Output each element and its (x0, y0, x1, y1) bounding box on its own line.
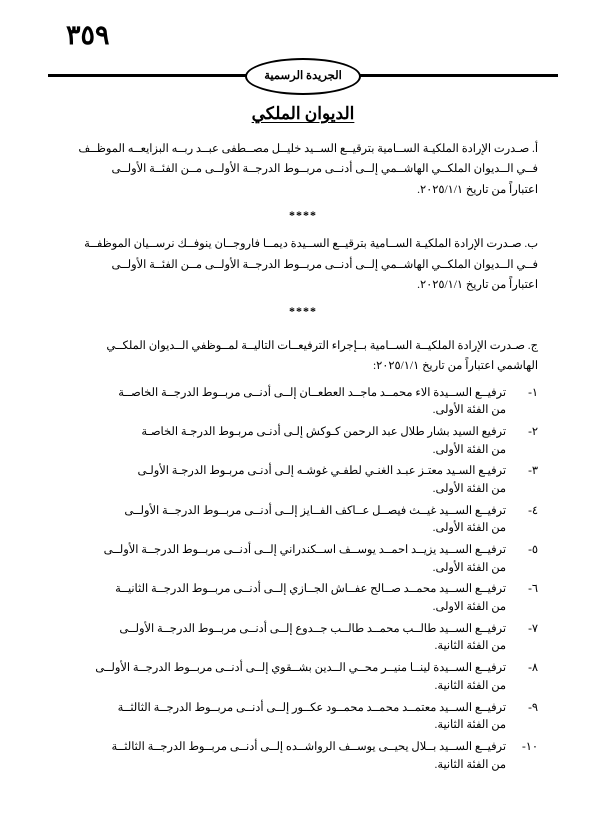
list-item-line-2: من الفئة الأولى. (432, 561, 506, 574)
list-item-number: ٥- (528, 544, 538, 557)
list-item-number: ٨- (528, 662, 538, 675)
list-item-line-1: ترفيــع الســيدة لينــا منيــر محــي الــدين بشــقوي إلــى أدنــى مربــوط الدرجــة الأولــى (95, 662, 506, 675)
list-item-text (68, 503, 506, 538)
list-item-number: ٦- (528, 583, 538, 596)
list-item-number: ٣- (528, 465, 538, 478)
list-item-number: ٢- (528, 426, 538, 439)
list-item-line-2: من الفئة الأولى. (432, 483, 506, 496)
list-item-number: ١٠- (521, 740, 538, 753)
list-item (68, 581, 538, 616)
list-item-line-1: ترفيــع الســيدة الاء محمــد ماجــد العطعــان إلــى أدنــى مربــوط الدرجــة الخاصــة (118, 386, 506, 399)
section-separator-2: **** (289, 303, 317, 318)
list-item (68, 660, 538, 695)
list-item-line-1: ترفيــع الســيد بــلال يحيــى يوســف الرواشــده إلــى أدنــى مربــوط الدرجــة الثالثــة (111, 740, 506, 753)
list-item (68, 463, 538, 498)
paragraph-b-line-1: ب. صـدرت الإرادة الملكيـة الســامية بترقيــع الســيدة ديمــا فاروجــان ينوفــك نرســيان الموظفــة (84, 238, 538, 251)
paragraph-a-line-3: اعتباراً من تاريخ ٢٠٢٥/١/١. (417, 183, 538, 196)
list-item-line-1: ترفيــع الســيد يزيــد احمــد يوســف اســكندراني إلــى أدنــى مربــوط الدرجــة الأولــى (103, 544, 506, 557)
paragraph-c-intro (68, 337, 538, 376)
list-item-number: ٧- (528, 622, 538, 635)
list-item-line-1: ترفيـع السـيد معتـز عبـد الغنـي لطفـي غوشـه إلـى أدنـى مربـوط الدرجـة الأولـى (137, 465, 506, 478)
list-item (68, 503, 538, 538)
list-item-line-2: من الفئة الثانية. (434, 640, 506, 653)
promotion-list (68, 385, 538, 774)
list-item-text (68, 385, 506, 420)
list-item (68, 621, 538, 656)
paragraph-a (68, 140, 538, 199)
list-item (68, 424, 538, 459)
list-item-line-1: ترفيــع الســيد غيــث فيصــل عــاكف الفــايز إلــى أدنــى مربــوط الدرجــة الأولــى (124, 504, 506, 517)
masthead (48, 58, 558, 92)
list-item-number: ٩- (528, 701, 538, 714)
document-body (68, 140, 538, 778)
paragraph-c-line-1: ج. صـدرت الإرادة الملكيــة الســامية بــإجراء الترفيعــات التاليــة لمــوظفي الــديوان الملكــي (106, 339, 538, 352)
list-item-line-2: من الفئة الثانية. (434, 719, 506, 732)
list-item (68, 542, 538, 577)
page-title: الديوان الملكي (251, 104, 355, 123)
paragraph-b-line-3: اعتباراً من تاريخ ٢٠٢٥/١/١. (417, 279, 538, 292)
list-item-text (68, 424, 506, 459)
list-item-text (68, 463, 506, 498)
list-item-line-1: ترفيــع الســيد معتمــد محمــد محمــود عكــور إلــى أدنــى مربــوط الدرجــة الثالثــة (117, 701, 506, 714)
list-item-line-1: ترفيع السيد بشار طلال عبد الرحمن كـوكش إلـى أدنـى مربـوط الدرجـة الخاصـة (141, 426, 506, 439)
list-item-line-2: من الفئة الأولى. (432, 522, 506, 535)
list-item-text (68, 660, 506, 695)
paragraph-a-line-1: أ. صـدرت الإرادة الملكيـة الســامية بترقيــع الســيد خليــل مصــطفى عبــد ربــه البزايعــه الموظــف (78, 143, 538, 155)
list-item-number: ١- (528, 386, 538, 399)
list-item-text (68, 700, 506, 735)
list-item-line-2: من الفئة الثانية. (434, 679, 506, 692)
list-item-line-2: من الفئة الأولى. (432, 404, 506, 417)
list-item-line-2: من الفئة الثانية. (434, 758, 506, 771)
paragraph-a-line-2: فــي الــديوان الملكــي الهاشــمي إلــى أدنــى مربــوط الدرجــة الأولــى مــن الفئــة الأولــى (111, 163, 538, 176)
list-item-text (68, 542, 506, 577)
list-item-line-2: من الفئة الأولى. (432, 443, 506, 456)
list-item (68, 739, 538, 774)
list-item-text (68, 739, 506, 774)
list-item-line-1: ترفيــع الســيد محمــد صــالح عفــاش الجــازي إلــى أدنــى مربــوط الدرجــة الثانيــة (115, 583, 506, 596)
list-item-line-1: ترفيــع الســيد طالــب محمــد طالــب جــدوع إلــى أدنــى مربــوط الدرجــة الأولــى (119, 622, 506, 635)
paragraph-b-line-2: فــي الــديوان الملكــي الهاشــمي إلــى أدنــى مربــوط الدرجــة الأولــى مــن الفئــة الأولــى (111, 258, 538, 271)
list-item-text (68, 621, 506, 656)
list-item-number: ٤- (528, 504, 538, 517)
page-number: ٣٥٩ (66, 20, 110, 50)
masthead-label: الجريدة الرسمية (264, 69, 342, 82)
list-item-line-2: من الفئة الاولى. (432, 601, 506, 614)
list-item (68, 385, 538, 420)
paragraph-c-line-2: الهاشمي اعتباراً من تاريخ ٢٠٢٥/١/١: (373, 360, 538, 373)
list-item (68, 700, 538, 735)
paragraph-b (68, 235, 538, 294)
list-item-text (68, 581, 506, 616)
section-separator-1: **** (289, 208, 317, 223)
masthead-badge (245, 58, 361, 95)
